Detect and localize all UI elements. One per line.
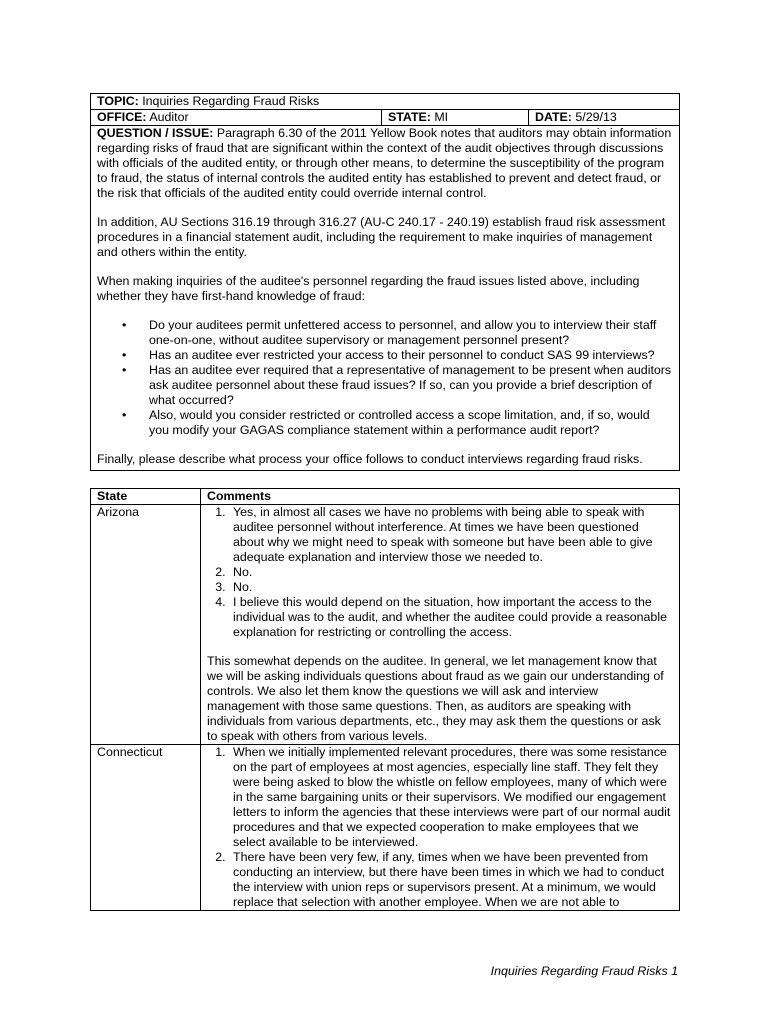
state-label: STATE:: [388, 110, 431, 124]
question-para3: When making inquiries of the auditee's personnel regarding the fraud issues listed above, including whether they have first-hand knowledge of fraud:: [97, 274, 640, 303]
question-final: Finally, please describe what process your office follows to conduct interviews regarding fraud risks.: [97, 452, 643, 466]
bullet-icon: •: [122, 363, 127, 377]
bullet-text: Do your auditees permit unfettered access to personnel, and allow you to interview their staff one-on-one, without auditee supervisory or management personnel present?: [149, 318, 657, 347]
state-cell-arizona: Arizona: [91, 505, 201, 745]
answer-item: 2. No.: [229, 565, 673, 580]
topic-row: [91, 94, 679, 110]
answer-item: 4. I believe this would depend on the situation, how important the access to the individual was to the audit, and whether the auditee could provide a reasonable explanation for restricting or controlling the access.: [229, 595, 673, 640]
bullet-icon: •: [122, 318, 127, 332]
question-intro-text: Paragraph 6.30 of the 2011 Yellow Book notes that auditors may obtain information regarding risks of fraud that are significant within the context of the audit objectives through discussions with officials of the audited entity, or through other means, to determine the susceptibility of the program to fraud, the status of internal controls the audited entity has established to prevent and detect fraud, or the risk that officials of the audited entity could override internal control.: [97, 126, 672, 200]
office-label: OFFICE:: [97, 110, 147, 124]
comment-note: This somewhat depends on the auditee. In general, we let management know that we will be asking individuals questions about fraud as we gain our understanding of controls. We also let them know the questions we will ask and interview management with those same questions. Then, as auditors are speaking with individuals from various departments, etc., they may ask them the questions or ask to speak with others from various levels.: [207, 654, 664, 743]
comments-cell-arizona: [201, 505, 680, 745]
state-cell: [382, 110, 529, 125]
bullet-text: Has an auditee ever required that a representative of management to be present when auditors ask auditee personnel about these fraud issues? If so, can you provide a brief description of what occurred?: [149, 363, 672, 407]
bullet-icon: •: [122, 408, 127, 422]
bullet-icon: •: [122, 348, 127, 362]
answer-list: [207, 745, 673, 910]
answer-list: [207, 505, 673, 640]
date-label: DATE:: [535, 110, 572, 124]
date-cell: [529, 110, 679, 125]
state-column-header: State: [91, 489, 201, 505]
answer-item: 1. Yes, in almost all cases we have no problems with being able to speak with auditee personnel without interference. At times we have been questioned about why we might need to speak with someone but have been able to give adequate explanation and interview those we needed to.: [229, 505, 673, 565]
state-cell-connecticut: Connecticut: [91, 745, 201, 911]
bullet-text: Also, would you consider restricted or controlled access a scope limitation, and, if so, would you modify your GAGAS compliance statement within a performance audit report?: [149, 408, 650, 437]
answer-item: 1. When we initially implemented relevant procedures, there was some resistance on the part of employees at most agencies, especially line staff. They felt they were being asked to blow the whistle on fellow employees, many of which were in the same bargaining units or their supervisors. We modified our engagement letters to inform the agencies that these interviews were part of our normal audit procedures and that we expected cooperation to make employees that we select available to be interviewed.: [229, 745, 673, 850]
office-row: [91, 110, 679, 126]
table-header-row: [91, 489, 680, 505]
office-cell: [91, 110, 382, 125]
question-para2: In addition, AU Sections 316.19 through 316.27 (AU-C 240.17 - 240.19) establish fraud risk assessment procedures in a financial statement audit, including the requirement to make inquiries of management and others within the entity.: [97, 215, 666, 259]
question-bullets: [97, 318, 673, 438]
page-footer: Inquiries Regarding Fraud Risks 1: [490, 964, 678, 978]
comments-table: [90, 488, 680, 911]
bullet-item: [122, 318, 673, 348]
office-value: Auditor: [149, 110, 189, 124]
topic-label: TOPIC:: [97, 94, 139, 108]
comments-column-header: Comments: [201, 489, 680, 505]
state-value: MI: [434, 110, 449, 124]
answer-item: 3. No.: [229, 580, 673, 595]
question-label: QUESTION / ISSUE:: [97, 126, 214, 140]
table-row: [91, 745, 680, 911]
question-intro: [97, 126, 673, 201]
comments-cell-connecticut: [201, 745, 680, 911]
bullet-text: Has an auditee ever restricted your access to their personnel to conduct SAS 99 interviews?: [149, 348, 655, 362]
bullet-item: [122, 408, 673, 438]
topic-value: Inquiries Regarding Fraud Risks: [142, 94, 320, 108]
answer-item: 2. There have been very few, if any, times when we have been prevented from conducting an interview, but there have been times in which we had to conduct the interview with union reps or supervisors present. At a minimum, we would replace that selection with another employee. When we are not able to: [229, 850, 673, 910]
bullet-item: [122, 363, 673, 408]
table-row: [91, 505, 680, 745]
topic-box: [90, 93, 680, 471]
question-section: [91, 126, 679, 467]
bullet-item: [122, 348, 673, 363]
date-value: 5/29/13: [575, 110, 617, 124]
